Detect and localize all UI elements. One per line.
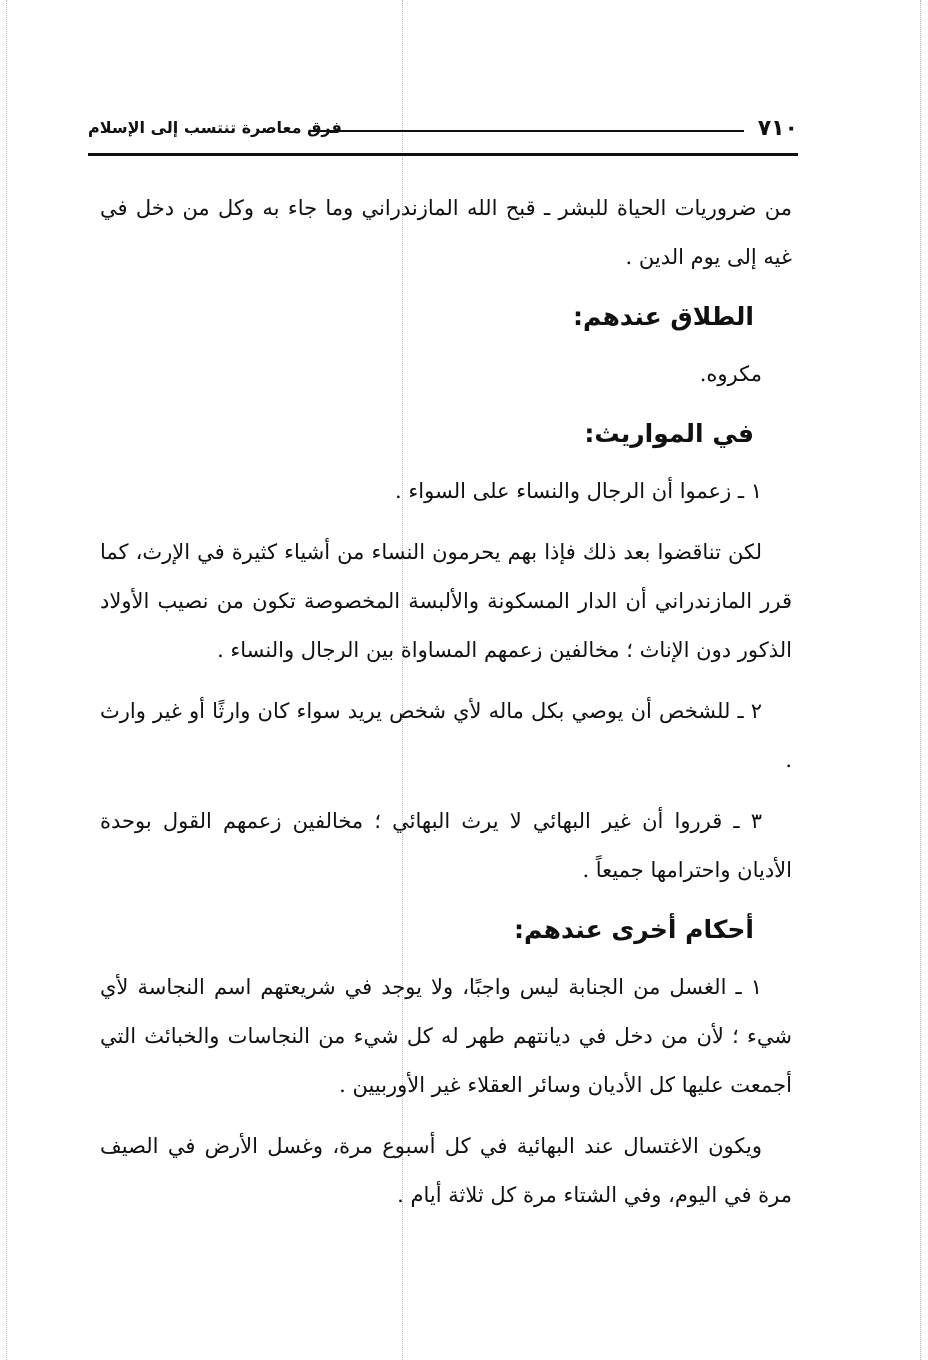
paragraph: مكروه. <box>699 362 762 386</box>
paragraph: ٢ ـ للشخص أن يوصي بكل ماله لأي شخص يريد سواء كان وارثًا أو غير وارث . <box>100 699 792 772</box>
header-rule <box>88 153 798 156</box>
section-heading: في المواريث: <box>584 419 754 448</box>
paragraph: لكن تناقضوا بعد ذلك فإذا بهم يحرمون النساء من أشياء كثيرة في الإرث، كما قرر المازندراني أن الدار المسكونة والألبسة المخصوصة تكون من نصيب الأولاد الذكور دون الإناث ؛ مخالفين زعمهم المساواة بين الرجال والنساء . <box>100 540 792 662</box>
page-header <box>88 112 798 156</box>
paragraph: ويكون الاغتسال عند البهائية في كل أسبوع مرة، وغسل الأرض في الصيف مرة في اليوم، وفي الشتاء مرة كل ثلاثة أيام . <box>100 1134 792 1207</box>
paragraph: ١ ـ الغسل من الجنابة ليس واجبًا، ولا يوجد في شريعتهم اسم النجاسة لأي شيء ؛ لأن من دخل في ديانتهم طهر له كل شيء من النجاسات والخبائث التي أجمعت عليها كل الأديان وسائر العقلاء غير الأوربيين . <box>100 975 792 1097</box>
header-dash <box>310 130 744 132</box>
section-heading: أحكام أخرى عندهم: <box>514 915 754 944</box>
section-heading: الطلاق عندهم: <box>572 302 754 331</box>
paragraph: من ضروريات الحياة للبشر ـ قبح الله المازندراني وما جاء به وكل من دخل في غيه إلى يوم الدين . <box>100 196 792 269</box>
running-title: فرق معاصرة تنتسب إلى الإسلام <box>88 118 342 137</box>
scan-edge-dots-right <box>920 0 921 1360</box>
page-body <box>100 184 792 1232</box>
scan-edge-dots-left <box>6 0 7 1360</box>
paragraph: ٣ ـ قرروا أن غير البهائي لا يرث البهائي ؛ مخالفين زعمهم القول بوحدة الأديان واحترامها جميعاً . <box>100 809 792 882</box>
paragraph: ١ ـ زعموا أن الرجال والنساء على السواء . <box>395 479 762 503</box>
page-number: ٧١٠ <box>757 116 798 141</box>
